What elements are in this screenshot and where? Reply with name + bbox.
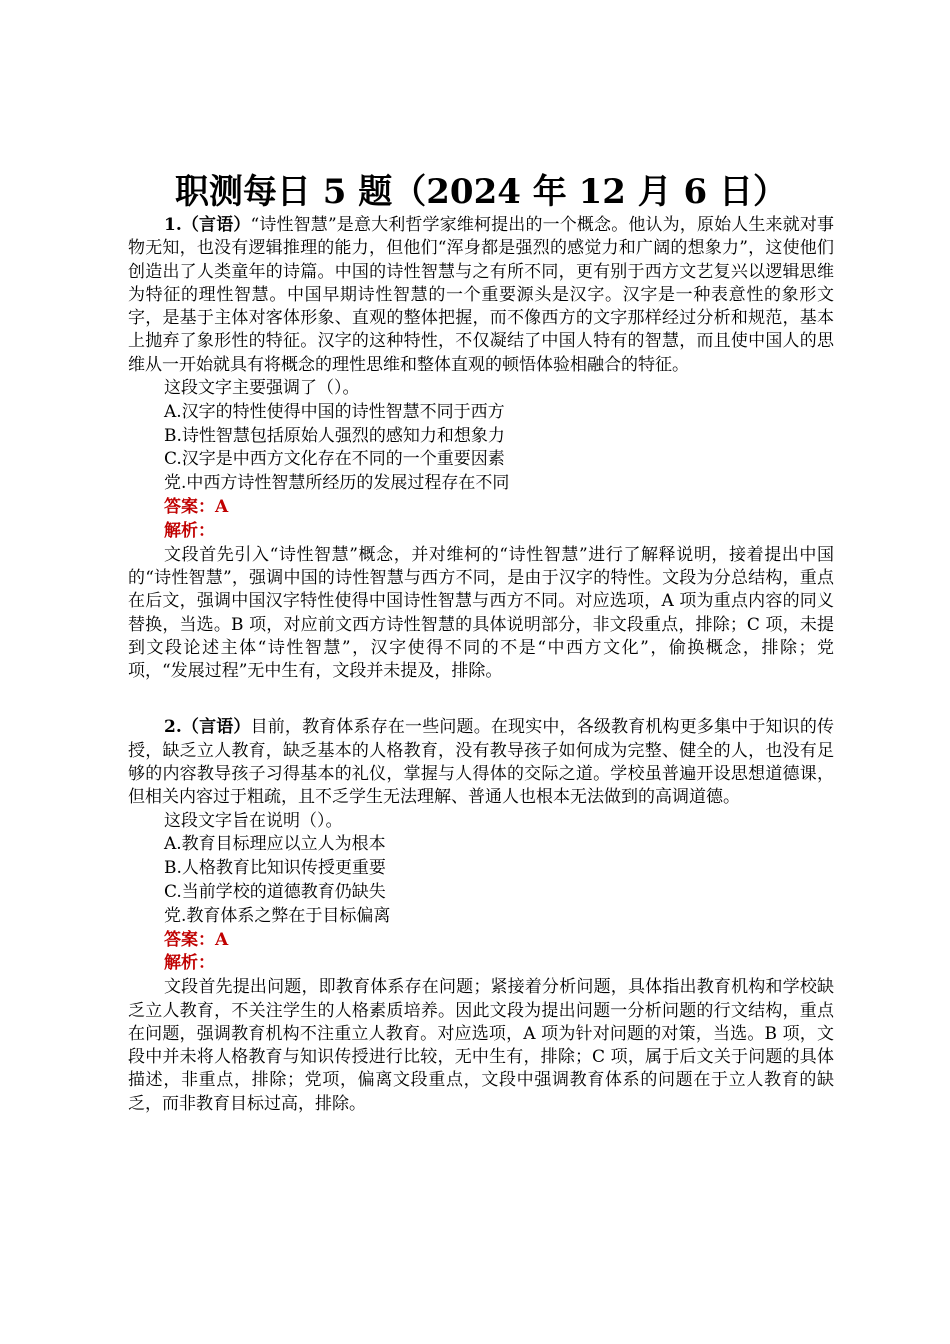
option-a: A.汉字的特性使得中国的诗性智慧不同于西方 [164, 401, 505, 422]
section-spacer [128, 683, 834, 716]
analysis-text: 文段首先引入“诗性智慧”概念，并对维柯的“诗性智慧”进行了解释说明，接着提出中国的“诗性智慧”，强调中国的诗性智慧与西方不同，是由于汉字的特性。文段为分总结构，重点在后文，强调中国汉字特性使得中国诗性智慧与西方不同。对应选项，A 项为重点内容的同义替换，当选。B 项，对应前文西方诗性智慧的具体说明部分，非文段重点，排除；C 项，未提到文段论述主体“诗性智慧”，汉字使得不同的不是“中西方文化”，偷换概念，排除；党项，“发展过程”无中生有，文段并未提及，排除。 [128, 544, 834, 682]
question-prompt: 这段文字旨在说明（）。 [164, 810, 343, 831]
option-b: B.诗性智慧包括原始人强烈的感知力和想象力 [164, 425, 505, 446]
option-d: 党.中西方诗性智慧所经历的发展过程存在不同 [164, 473, 510, 494]
document-page [128, 170, 834, 1116]
question-category: （言语） [181, 717, 251, 738]
question-number: 1. [164, 215, 182, 235]
question-text: 目前，教育体系存在一些问题。在现实中，各级教育机构更多集中于知识的传授，缺乏立人教育，缺乏基本的人格教育，没有教导孩子如何成为完整、健全的人，也没有足够的内容教导孩子习得基本的礼仪，掌握与人得体的交际之道。学校虽普遍开设思想道德课，但相关内容过于粗疏，且不乏学生无法理解、普通人也根本无法做到的高调道德。 [128, 717, 835, 808]
question-text: “诗性智慧”是意大利哲学家维柯提出的一个概念。他认为，原始人生来就对事物无知，也没有逻辑推理的能力，但他们“浑身都是强烈的感觉力和广阔的想象力”，这使他们创造出了人类童年的诗篇。中国的诗性智慧与之有所不同，更有别于西方文艺复兴以逻辑思维为特征的理性智慧。中国早期诗性智慧的一个重要源头是汉字。汉字是一种表意性的象形文字，是基于主体对客体形象、直观的整体把握，而不像西方的文字那样经过分析和规范，基本上抛弃了象形性的特征。汉字的这种特性，不仅凝结了中国人特有的智慧，而且使中国人的思维从一开始就具有将概念的理性思维和整体直观的顿悟体验相融合的特征。 [128, 215, 835, 375]
answer-label: 答案：A [164, 929, 229, 950]
analysis-label: 解析： [164, 520, 215, 541]
analysis-label: 解析： [164, 953, 215, 974]
question-1 [128, 214, 834, 683]
option-d: 党.教育体系之弊在于目标偏离 [164, 905, 391, 926]
option-c: C.当前学校的道德教育仍缺失 [164, 882, 386, 903]
question-2 [128, 716, 834, 1116]
question-prompt: 这段文字主要强调了（）。 [164, 378, 360, 399]
page-title: 职测每日 5 题（2024 年 12 月 6 日） [174, 172, 788, 212]
answer-label: 答案：A [164, 497, 229, 518]
option-a: A.教育目标理应以立人为根本 [164, 834, 386, 855]
option-c: C.汉字是中西方文化存在不同的一个重要因素 [164, 449, 505, 470]
question-number: 2. [164, 717, 182, 738]
analysis-text: 文段首先提出问题，即教育体系存在问题；紧接着分析问题，具体指出教育机构和学校缺乏立人教育，不关注学生的人格素质培养。因此文段为提出问题一分析问题的行文结构，重点在问题，强调教育机构不注重立人教育。对应选项，A 项为针对问题的对策，当选。B 项，文段中并未将人格教育与知识传授进行比较，无中生有，排除；C 项，属于后文关于问题的具体描述，非重点，排除；党项，偏离文段重点，文段中强调教育体系的问题在于立人教育的缺乏，而非教育目标过高，排除。 [128, 977, 834, 1114]
question-stem [128, 214, 834, 377]
option-b: B.人格教育比知识传授更重要 [164, 858, 386, 879]
question-category: （言语） [181, 215, 251, 235]
question-stem [128, 716, 834, 809]
